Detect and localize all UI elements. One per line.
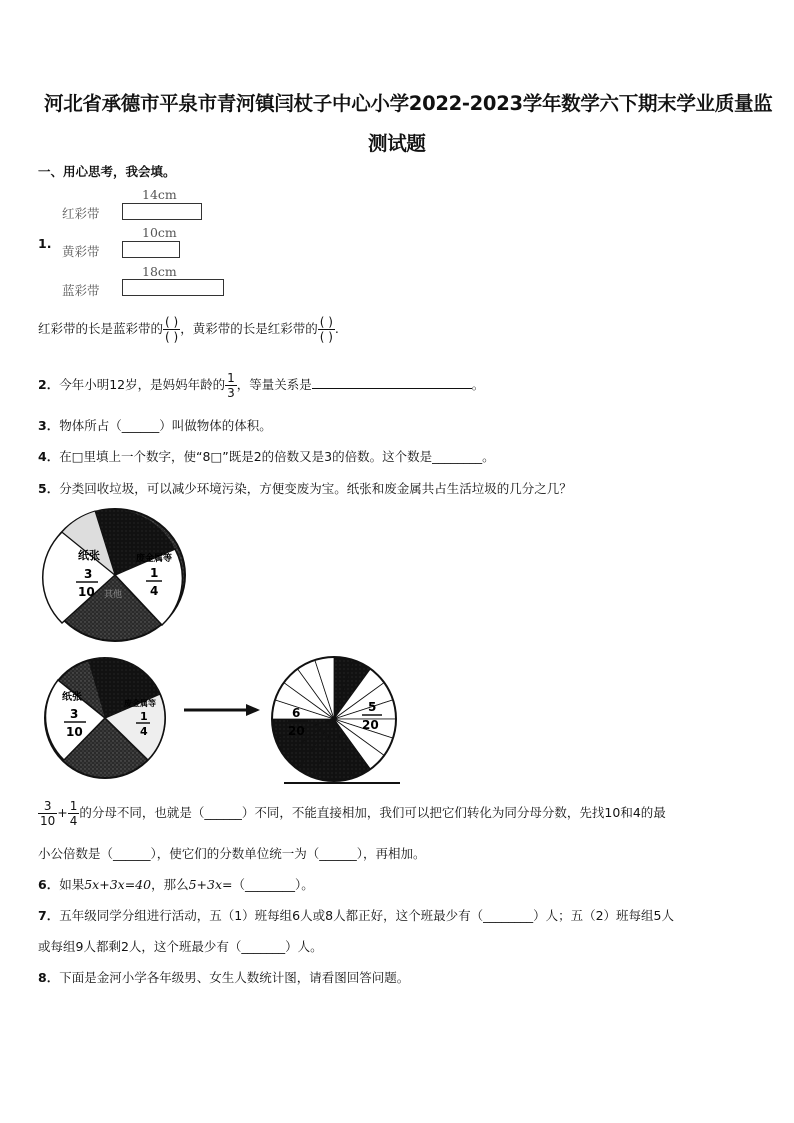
q8-number: 8． bbox=[38, 970, 60, 985]
q8-text: 下面是金河小学各年级男、女生人数统计图，请看图回答问题。 bbox=[59, 970, 410, 985]
q4 bbox=[38, 447, 495, 465]
page-title-line2: 测试题 bbox=[368, 132, 426, 155]
pie1-other-label: 其他 bbox=[104, 590, 123, 600]
pie3-right-d: 20 bbox=[362, 718, 379, 732]
q4-number: 4． bbox=[38, 449, 60, 464]
pie2-paper-label: 纸张 bbox=[62, 692, 82, 703]
q6-text-c: （________）。 bbox=[232, 877, 314, 892]
q2-fraction: $\frac{1}{3}$ bbox=[227, 371, 235, 400]
pie-chart-2 bbox=[40, 656, 170, 786]
q6 bbox=[38, 875, 314, 893]
pie3-left-d: 20 bbox=[288, 724, 305, 738]
q1-text bbox=[38, 316, 339, 343]
yellow-strip-length: 10cm bbox=[142, 225, 177, 240]
blue-strip-label: 蓝彩带 bbox=[62, 283, 100, 298]
q1-fraction-blank-1: $\frac{( )}{( )}$ bbox=[165, 315, 179, 344]
q5-number: 5． bbox=[38, 481, 60, 496]
q2-text-a: 今年小明12岁，是妈妈年龄的 bbox=[59, 377, 226, 392]
q5-frac-3-10: $\frac{3}{10}$ bbox=[40, 799, 56, 828]
q2-answer-blank[interactable] bbox=[312, 375, 472, 389]
pie3-right-n: 5 bbox=[368, 700, 377, 714]
q5-text: 分类回收垃圾，可以减少环境污染，方便变废为宝。纸张和废金属共占生活垃圾的几分之几？ bbox=[59, 481, 572, 496]
q7-line1 bbox=[38, 906, 674, 924]
pie1-paper-n: 3 bbox=[84, 567, 93, 581]
pie2-metal-label: 废金属等 bbox=[124, 699, 156, 708]
blue-strip-length: 18cm bbox=[142, 264, 177, 279]
q3 bbox=[38, 416, 272, 434]
q2 bbox=[38, 372, 484, 399]
red-strip-label: 红彩带 bbox=[62, 206, 100, 221]
q4-text: 在□里填上一个数字，使“8□”既是2的倍数又是3的倍数。这个数是________。 bbox=[59, 449, 495, 464]
q2-number: 2． bbox=[38, 377, 60, 392]
section-heading: 一、用心思考，我会填。 bbox=[38, 164, 176, 179]
q2-text-b: ，等量关系是 bbox=[236, 377, 312, 392]
arrow-right-icon bbox=[182, 702, 262, 718]
pie1-metal-n: 1 bbox=[150, 566, 159, 580]
red-strip-length: 14cm bbox=[142, 187, 177, 202]
pie-chart-1 bbox=[40, 505, 190, 645]
yellow-strip-label: 黄彩带 bbox=[62, 244, 100, 259]
q3-number: 3． bbox=[38, 418, 60, 433]
page-title-line1: 河北省承德市平泉市青河镇闫杖子中心小学2022-2023学年数学六下期末学业质量监 bbox=[44, 92, 773, 115]
yellow-strip-bar bbox=[122, 241, 180, 258]
q7-text-1: 五年级同学分组进行活动，五（1）班每组6人或8人都正好，这个班最少有（________）人；五（2）班每组5人 bbox=[59, 908, 674, 923]
pie2-metal-d: 4 bbox=[140, 725, 148, 738]
q1-fraction-blank-2: $\frac{( )}{( )}$ bbox=[319, 315, 333, 344]
q1-number: 1. bbox=[38, 236, 52, 251]
pie2-paper-d: 10 bbox=[66, 725, 83, 739]
q8 bbox=[38, 968, 409, 986]
q7-number: 7． bbox=[38, 908, 60, 923]
pie2-metal-n: 1 bbox=[140, 710, 148, 723]
blue-strip-bar bbox=[122, 279, 224, 296]
q1-text-a: 红彩带的长是蓝彩带的 bbox=[38, 321, 164, 336]
q5-frac-1-4: $\frac{1}{4}$ bbox=[69, 799, 78, 828]
q5-explain-line1 bbox=[38, 800, 666, 827]
q6-equation-1: 5x+3x=40 bbox=[84, 877, 152, 892]
q1-text-c: . bbox=[334, 321, 339, 336]
q6-text-b: ，那么 bbox=[151, 877, 189, 892]
q3-text: 物体所占（______）叫做物体的体积。 bbox=[59, 418, 272, 433]
pie-chart-3 bbox=[266, 655, 406, 790]
pie1-metal-d: 4 bbox=[150, 584, 159, 598]
q5-explain-a: 的分母不同，也就是（______）不同，不能直接相加，我们可以把它们转化为同分母分数，先找10和4的最 bbox=[79, 805, 666, 820]
pie1-metal-label: 废金属等 bbox=[136, 554, 173, 564]
q5-plus: + bbox=[57, 805, 68, 820]
red-strip-bar bbox=[122, 203, 202, 220]
q5-explain-line2: 小公倍数是（______），使它们的分数单位统一为（______），再相加。 bbox=[38, 846, 426, 861]
q6-equation-2: 5+3x= bbox=[188, 877, 233, 892]
q2-text-c: 。 bbox=[471, 377, 485, 392]
pie3-left-n: 6 bbox=[292, 706, 301, 720]
q7-line2: 或每组9人都剩2人，这个班最少有（_______）人。 bbox=[38, 939, 323, 954]
q5 bbox=[38, 479, 572, 497]
q6-text-a: 如果 bbox=[59, 877, 85, 892]
pie1-paper-label: 纸张 bbox=[78, 549, 100, 562]
pie2-paper-n: 3 bbox=[70, 707, 79, 721]
pie1-paper-d: 10 bbox=[78, 585, 95, 599]
q1-text-b: ，黄彩带的长是红彩带的 bbox=[180, 321, 318, 336]
q6-number: 6． bbox=[38, 877, 60, 892]
